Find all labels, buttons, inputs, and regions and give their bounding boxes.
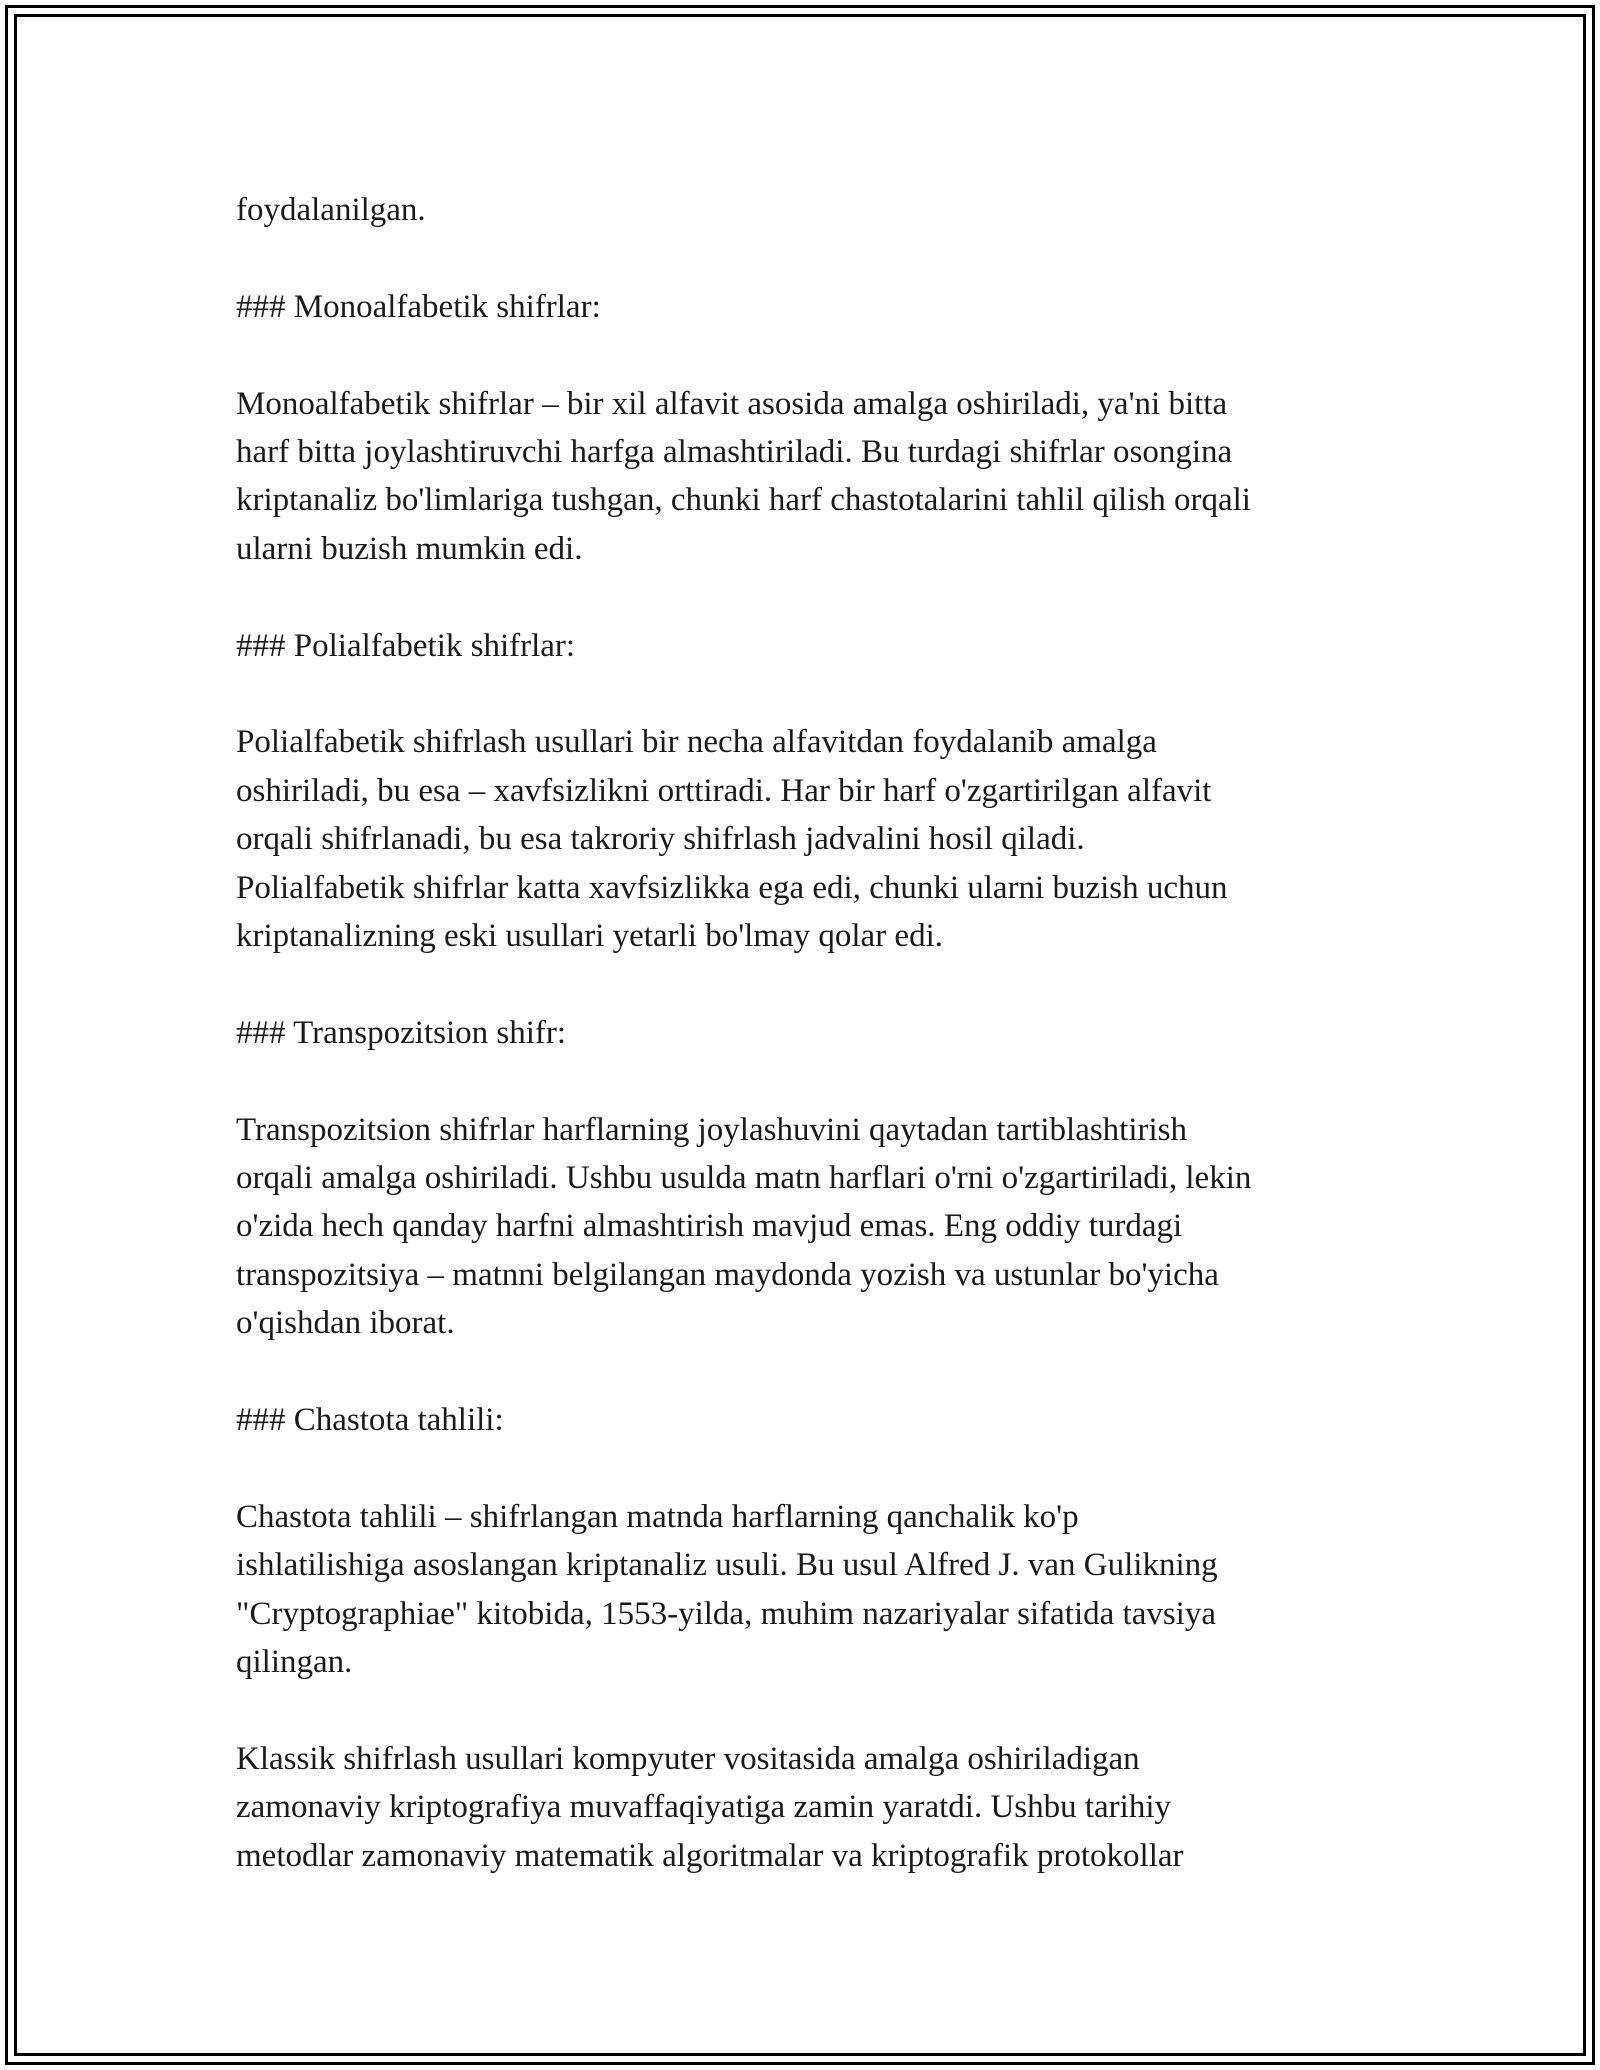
paragraph-line: kriptanalizning eski usullari yetarli bo'lmay qolar edi. xyxy=(236,918,944,955)
paragraph-gap xyxy=(236,1348,1386,1396)
paragraph-line: Monoalfabetik shifrlar – bir xil alfavit asosida amalga oshiriladi, ya'ni bitta xyxy=(236,385,1228,422)
paragraph xyxy=(236,380,1386,574)
section-heading: ### Transpozitsion shifr: xyxy=(236,1014,567,1051)
paragraph-gap xyxy=(236,670,1386,718)
paragraph-line: orqali amalga oshiriladi. Ushbu usulda matn harflari o'rni o'zgartiriladi, lekin xyxy=(236,1160,1252,1197)
paragraph-line: o'qishdan iborat. xyxy=(236,1305,455,1342)
paragraph xyxy=(236,1106,1386,1348)
paragraph-gap xyxy=(236,573,1386,621)
section-heading: ### Monoalfabetik shifrlar: xyxy=(236,288,601,325)
paragraph xyxy=(236,1493,1386,1687)
paragraph-line: Polialfabetik shifrlash usullari bir necha alfavitdan foydalanib amalga xyxy=(236,724,1157,761)
paragraph-line: Polialfabetik shifrlar katta xavfsizlikka ega edi, chunki ularni buzish uchun xyxy=(236,869,1228,906)
paragraph-line: o'zida hech qanday harfni almashtirish mavjud emas. Eng oddiy turdagi xyxy=(236,1208,1183,1245)
paragraph-gap xyxy=(236,1057,1386,1105)
paragraph-line: ishlatilishiga asoslangan kriptanaliz usuli. Bu usul Alfred J. van Gulikning xyxy=(236,1547,1218,1584)
paragraph-gap xyxy=(236,1686,1386,1734)
paragraph-line: oshiriladi, bu esa – xavfsizlikni orttiradi. Har bir harf o'zgartirilgan alfavit xyxy=(236,772,1212,809)
paragraph-line: ularni buzish mumkin edi. xyxy=(236,530,583,567)
paragraph-line: transpozitsiya – matnni belgilangan maydonda yozish va ustunlar bo'yicha xyxy=(236,1256,1219,1293)
paragraph-line: orqali shifrlanadi, bu esa takroriy shifrlash jadvalini hosil qiladi. xyxy=(236,821,1085,858)
paragraph-line: harf bitta joylashtiruvchi harfga almashtiriladi. Bu turdagi shifrlar osongina xyxy=(236,434,1233,470)
paragraph-gap xyxy=(236,1444,1386,1492)
paragraph-gap xyxy=(236,960,1386,1008)
paragraph-line: kriptanaliz bo'limlariga tushgan, chunki harf chastotalarini tahlil qilish orqali xyxy=(236,482,1251,519)
paragraph-gap xyxy=(236,331,1386,379)
paragraph-line: foydalanilgan. xyxy=(236,192,426,228)
paragraph-line: zamonaviy kriptografiya muvaffaqiyatiga zamin yaratdi. Ushbu tarihiy xyxy=(236,1789,1172,1826)
paragraph-gap xyxy=(236,234,1386,282)
paragraph-line: metodlar zamonaviy matematik algoritmalar va kriptografik protokollar xyxy=(236,1837,1184,1874)
document-body xyxy=(236,186,1386,1880)
section-heading: ### Chastota tahlili: xyxy=(236,1402,504,1439)
paragraph xyxy=(236,1735,1386,1880)
paragraph-line: "Cryptographiae" kitobida, 1553-yilda, muhim nazariyalar sifatida tavsiya xyxy=(236,1595,1216,1632)
paragraph-line: Chastota tahlili – shifrlangan matnda harflarning qanchalik ko'p xyxy=(236,1498,1079,1535)
paragraph-line: qilingan. xyxy=(236,1644,353,1681)
paragraph xyxy=(236,718,1386,960)
paragraph-line: Transpozitsion shifrlar harflarning joylashuvini qaytadan tartiblashtirish xyxy=(236,1111,1188,1148)
paragraph-line: Klassik shifrlash usullari kompyuter vositasida amalga oshiriladigan xyxy=(236,1740,1140,1777)
section-heading: ### Polialfabetik shifrlar: xyxy=(236,627,576,664)
